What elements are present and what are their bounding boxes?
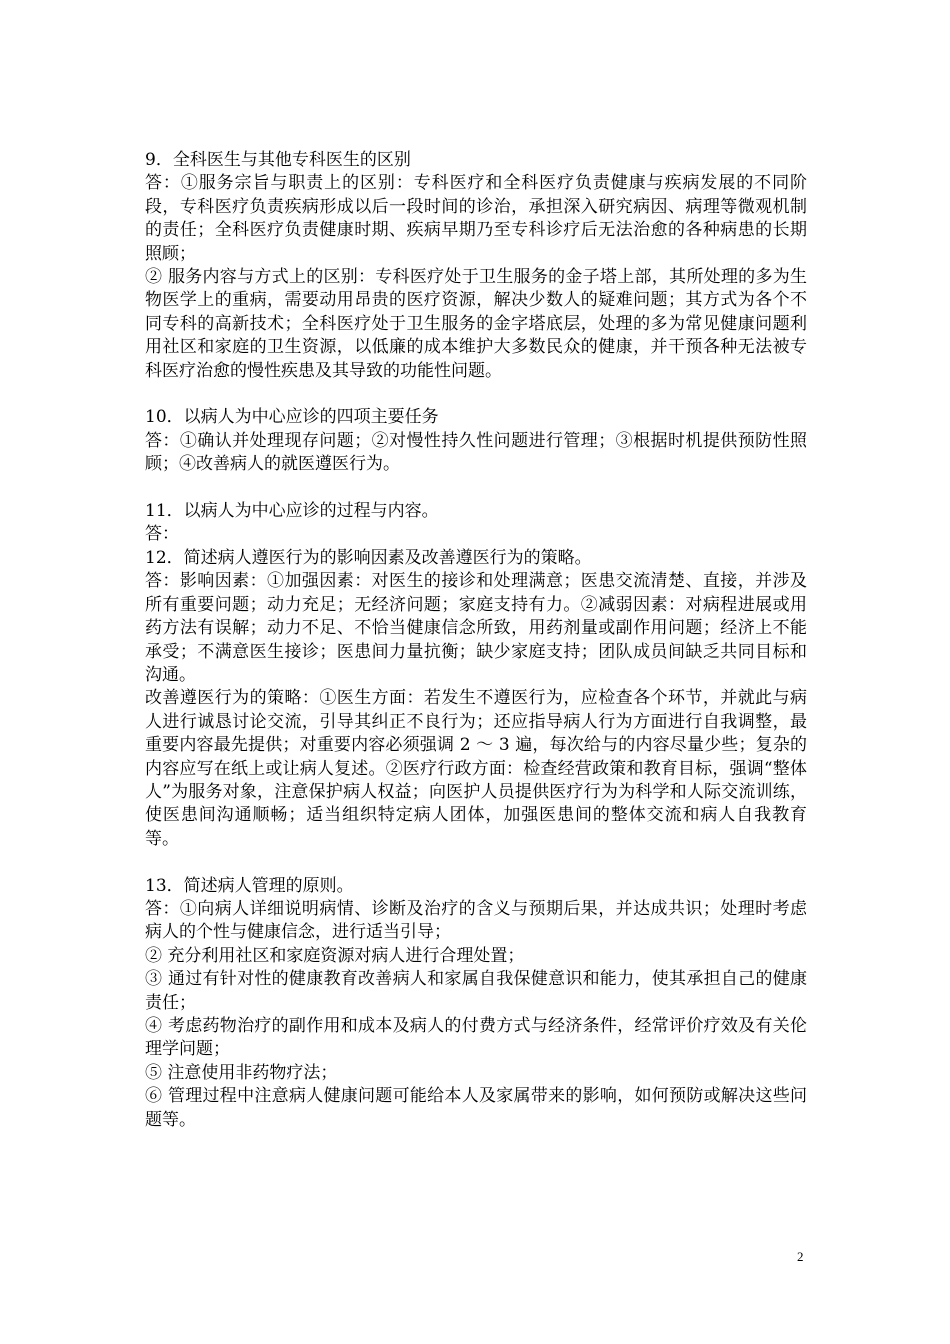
document-body: [145, 149, 807, 1132]
section-12-answer-2: 改善遵医行为的策略：①医生方面：若发生不遵医行为，应检查各个环节，并就此与病人进行诚恳讨论交流，引导其纠正不良行为；还应指导病人行为方面进行自我调整，最重要内容最先提供；对重要内容必须强调 2 ～ 3 遍，每次给与的内容尽量少些；复杂的内容应写在纸上或让病人复述。②医疗行政方面：检查经营政策和教育目标，强调“整体人”为服务对象，注意保护病人权益；向医护人员提供医疗行为为科学和人际交流训练，使医患间沟通顺畅；适当组织特定病人团体，加强医患间的整体交流和病人自我教育等。: [145, 688, 807, 849]
section-9-answer-2: ② 服务内容与方式上的区别：专科医疗处于卫生服务的金子塔上部，其所处理的多为生物医学上的重病，需要动用昂贵的医疗资源，解决少数人的疑难问题；其方式为各个不同专科的高新技术；全科医疗处于卫生服务的金字塔底层，处理的多为常见健康问题利用社区和家庭的卫生资源，以低廉的成本维护大多数民众的健康，并干预各种无法被专科医疗治愈的慢性疾患及其导致的功能性问题。: [145, 267, 807, 381]
section-11-title: 11．以病人为中心应诊的过程与内容。: [145, 501, 439, 522]
section-10-title: 10．以病人为中心应诊的四项主要任务: [145, 407, 439, 428]
section-13-answer-3: ③ 通过有针对性的健康教育改善病人和家属自我保健意识和能力，使其承担自己的健康责任；: [145, 969, 807, 1013]
section-spacer: [145, 477, 807, 500]
section-12-answer-1: 答：影响因素：①加强因素：对医生的接诊和处理满意；医患交流清楚、直接，并涉及所有重要问题；动力充足；无经济问题；家庭支持有力。②减弱因素：对病程进展或用药方法有误解；动力不足、不恰当健康信念所致，用药剂量或副作用问题；经济上不能承受；不满意医生接诊；医患间力量抗衡；缺少家庭支持；团队成员间缺乏共同目标和沟通。: [145, 571, 807, 685]
page-number: 2: [797, 1249, 804, 1264]
section-13-answer-5: ⑤ 注意使用非药物疗法；: [145, 1062, 338, 1083]
section-13-answer-4: ④ 考虑药物治疗的副作用和成本及病人的付费方式与经济条件，经常评价疗效及有关伦理学问题；: [145, 1015, 807, 1060]
section-13-answer-1: 答：①向病人详细说明病情、诊断及治疗的含义与预期后果，并达成共识；处理时考虑病人的个性与健康信念，进行适当引导；: [145, 898, 807, 943]
section-9-answer-1: 答：①服务宗旨与职责上的区别：专科医疗和全科医疗负责健康与疾病发展的不同阶段，专科医疗负责疾病形成以后一段时间的诊治，承担深入研究病因、病理等微观机制的责任；全科医疗负责健康时期、疾病早期乃至专科诊疗后无法治愈的各种病患的长期照顾；: [145, 173, 807, 264]
section-13-title: 13．简述病人管理的原则。: [145, 875, 354, 896]
section-spacer: [145, 851, 807, 874]
section-spacer: [145, 383, 807, 406]
section-10-answer: 答：①确认并处理现存问题；②对慢性持久性问题进行管理；③根据时机提供预防性照顾；④改善病人的就医遵医行为。: [145, 430, 807, 475]
section-13-answer-2: ② 充分利用社区和家庭资源对病人进行合理处置；: [145, 945, 525, 966]
section-11-answer: 答：: [145, 524, 179, 545]
section-9-title: 9．全科医生与其他专科医生的区别: [145, 150, 411, 170]
section-12-title: 12．简述病人遵医行为的影响因素及改善遵医行为的策略。: [145, 547, 592, 568]
section-13-answer-6: ⑥ 管理过程中注意病人健康问题可能给本人及家属带来的影响，如何预防或解决这些问题等。: [145, 1086, 807, 1130]
